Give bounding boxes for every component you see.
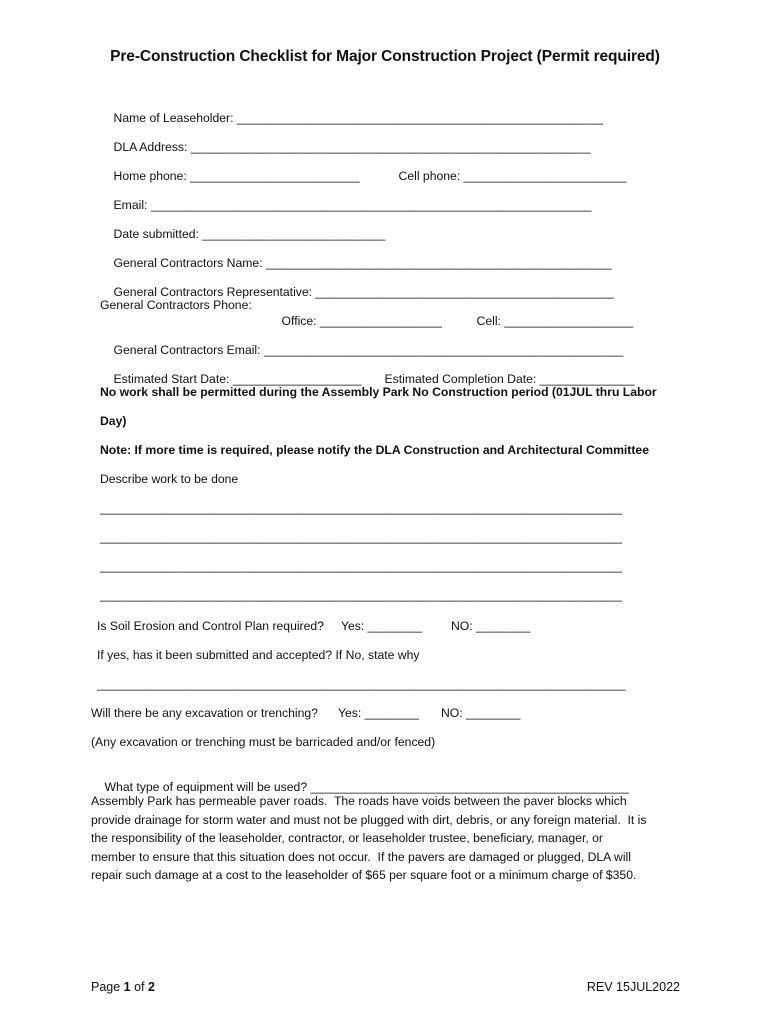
describe-work-line[interactable]: _____________________________________________________________________________	[100, 588, 622, 602]
gc-rep-field[interactable]: ____________________________________________	[312, 285, 614, 299]
erosion-explanation-line[interactable]: ______________________________________________________________________________	[97, 677, 626, 691]
paver-paragraph	[91, 792, 691, 885]
email-label: Email:	[113, 198, 148, 212]
no-work-notice-continued: Day)	[100, 414, 127, 428]
page-of: of	[130, 980, 148, 994]
paragraph-line: the responsibility of the leaseholder, contractor, or leaseholder trustee, beneficiary, manager, or	[91, 831, 603, 845]
describe-work-line[interactable]: _____________________________________________________________________________	[100, 501, 622, 515]
page-title: Pre-Construction Checklist for Major Construction Project (Permit required)	[110, 48, 660, 65]
excavation-yes-field[interactable]: Yes: ________	[338, 706, 419, 720]
excavation-no-field[interactable]: NO: ________	[441, 706, 521, 720]
cell-phone-label: Cell phone:	[398, 169, 461, 183]
equipment-label: What type of equipment will be used?	[104, 780, 308, 794]
paragraph-line: member to ensure that this situation does not occur. If the pavers are damaged or plugged, DLA will	[91, 849, 631, 864]
excavation-note: (Any excavation or trenching must be barricaded and/or fenced)	[91, 735, 436, 749]
excavation-question: Will there be any excavation or trenching?	[91, 706, 318, 720]
date-submitted-field[interactable]: ___________________________	[198, 227, 386, 241]
address-label: DLA Address:	[113, 140, 188, 154]
home-phone-field[interactable]: _________________________	[186, 169, 360, 183]
erosion-yes-field[interactable]: Yes: ________	[341, 619, 422, 633]
page-prefix: Page	[91, 980, 124, 994]
gc-name-field[interactable]: ___________________________________________________	[262, 256, 612, 270]
describe-work-line[interactable]: _____________________________________________________________________________	[100, 530, 622, 544]
erosion-question: Is Soil Erosion and Control Plan required?	[97, 619, 324, 633]
paragraph-line: provide drainage for storm water and must not be plugged with dirt, debris, or any foreign material. It is	[91, 812, 647, 827]
completion-date-field[interactable]: ______________	[536, 372, 635, 386]
address-field[interactable]: ___________________________________________________________	[187, 140, 591, 154]
gc-rep-label: General Contractors Representative:	[113, 285, 313, 299]
leaseholder-label: Name of Leaseholder:	[113, 111, 234, 125]
gc-email-field[interactable]: _____________________________________________________	[260, 343, 624, 357]
gc-email-label: General Contractors Email:	[113, 343, 261, 357]
leaseholder-field[interactable]: ______________________________________________________	[233, 111, 603, 125]
page-current: 1	[123, 980, 131, 994]
more-time-note: Note: If more time is required, please notify the DLA Construction and Architectural Committee	[100, 443, 649, 457]
gc-office-label: Office:	[281, 314, 317, 328]
equipment-field[interactable]: _______________________________________________	[307, 780, 630, 794]
completion-date-label: Estimated Completion Date:	[384, 372, 537, 386]
page-number	[91, 980, 155, 994]
email-field[interactable]: _________________________________________________________________	[147, 198, 592, 212]
gc-cell-label: Cell:	[476, 314, 501, 328]
describe-work-label: Describe work to be done	[100, 472, 239, 486]
no-work-notice: No work shall be permitted during the Assembly Park No Construction period (01JUL thru Labor	[100, 385, 657, 399]
erosion-followup: If yes, has it been submitted and accepted? If No, state why	[97, 648, 420, 662]
gc-name-label: General Contractors Name:	[113, 256, 263, 270]
paragraph-line: Assembly Park has permeable paver roads. The roads have voids between the paver blocks which	[91, 794, 627, 808]
revision-label: REV 15JUL2022	[586, 980, 680, 994]
date-submitted-label: Date submitted:	[113, 227, 199, 241]
erosion-no-field[interactable]: NO: ________	[451, 619, 531, 633]
page-total: 2	[148, 980, 155, 994]
cell-phone-field[interactable]: ________________________	[460, 169, 627, 183]
paragraph-line: repair such damage at a cost to the leaseholder of $65 per square foot or a minimum charge of $350.	[91, 868, 637, 882]
gc-office-field[interactable]: __________________	[316, 314, 442, 328]
home-phone-label: Home phone:	[113, 169, 187, 183]
start-date-label: Estimated Start Date:	[113, 372, 230, 386]
describe-work-line[interactable]: _____________________________________________________________________________	[100, 559, 622, 573]
gc-cell-field[interactable]: ___________________	[500, 314, 634, 328]
start-date-field[interactable]: ___________________	[229, 372, 362, 386]
gc-phone-label: General Contractors Phone:	[100, 298, 252, 312]
